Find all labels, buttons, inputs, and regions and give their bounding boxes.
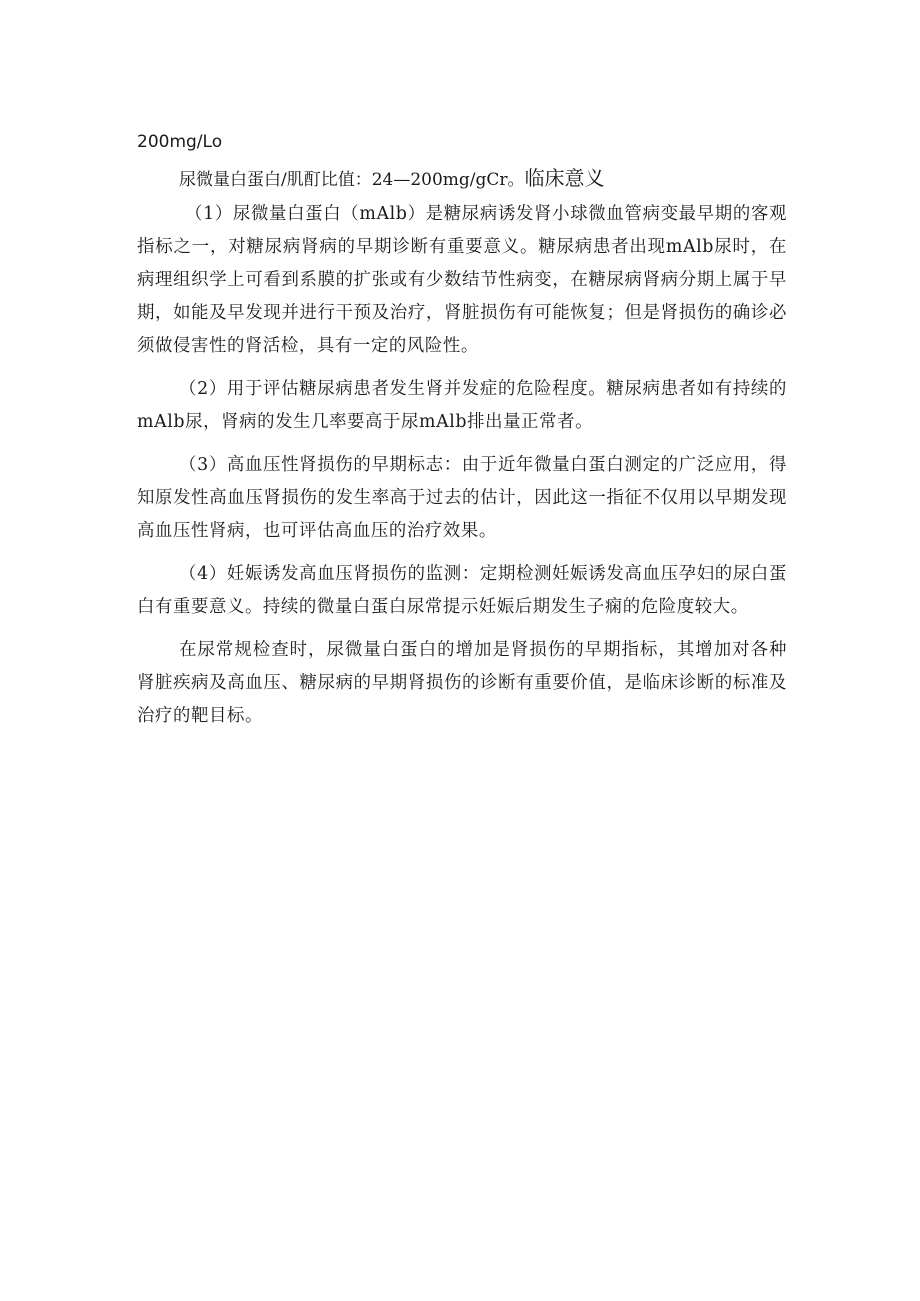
reference-unit-line: 200mg/Lo bbox=[137, 132, 223, 152]
paragraph-2: （2）用于评估糖尿病患者发生肾并发症的危险程度。糖尿病患者如有持续的mAlb尿，肾病的发生几率要高于尿mAlb排出量正常者。 bbox=[137, 379, 787, 432]
paragraph-3: （3）高血压性肾损伤的早期标志：由于近年微量白蛋白测定的广泛应用，得知原发性高血压肾损伤的发生率高于过去的估计，因此这一指征不仅用以早期发现高血压性肾病，也可评估高血压的治疗效果。 bbox=[137, 455, 787, 541]
paragraph-5: 在尿常规检查时，尿微量白蛋白的增加是肾损伤的早期指标，其增加对各种肾脏疾病及高血压、糖尿病的早期肾损伤的诊断有重要价值，是临床诊断的标准及治疗的靶目标。 bbox=[137, 640, 787, 726]
reference-ratio-text: 尿微量白蛋白/肌酊比值：24—200mg/gCr。 bbox=[179, 170, 525, 190]
document-page bbox=[137, 126, 787, 733]
reference-ratio-line bbox=[137, 162, 787, 196]
clinical-significance-heading: 临床意义 bbox=[524, 166, 605, 190]
paragraph-1: （1）尿微量白蛋白（mAlb）是糖尿病诱发肾小球微血管病变最早期的客观指标之一，对糖尿病肾病的早期诊断有重要意义。糖尿病患者出现mAlb尿时，在病理组织学上可看到系膜的扩张或有少数结节性病变，在糖尿病肾病分期上属于早期，如能及早发现并进行干预及治疗，肾脏损伤有可能恢复；但是肾损伤的确诊必须做侵害性的肾活检，具有一定的风险性。 bbox=[137, 204, 787, 356]
paragraph-4: （4）妊娠诱发高血压肾损伤的监测：定期检测妊娠诱发高血压孕妇的尿白蛋白有重要意义。持续的微量白蛋白尿常提示妊娠后期发生子痫的危险度较大。 bbox=[137, 564, 787, 617]
